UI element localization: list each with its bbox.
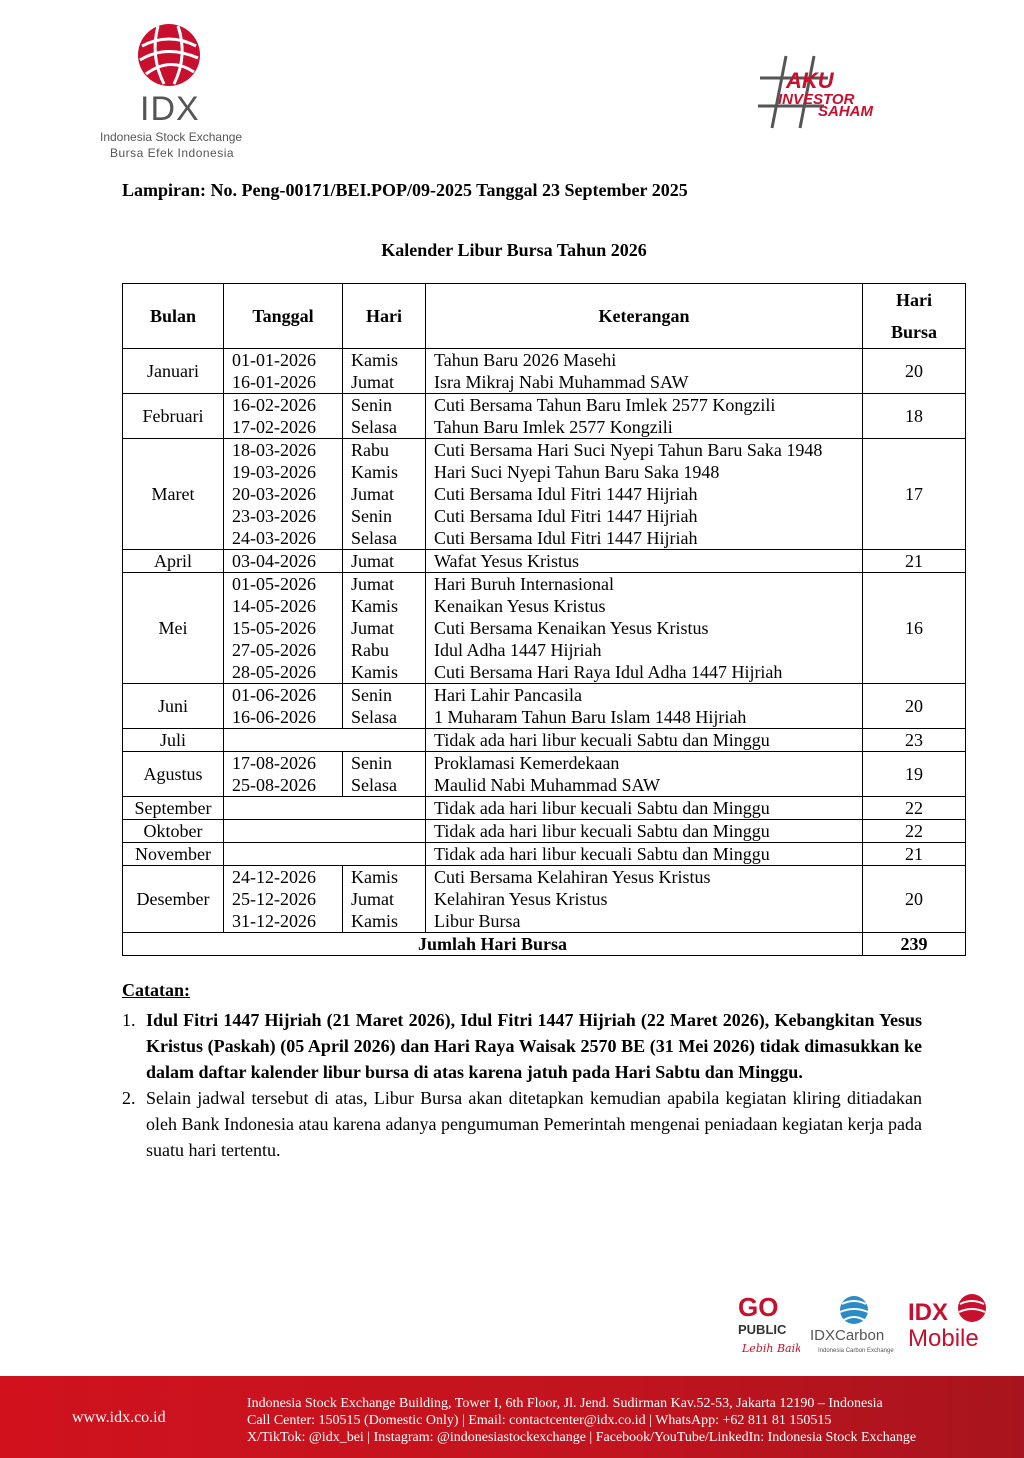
cell-hari-bursa: 22 — [863, 797, 966, 820]
cell-keterangan — [426, 752, 863, 797]
table-row — [123, 439, 966, 550]
cell-keterangan-line: Cuti Bersama Idul Fitri 1447 Hijriah — [434, 528, 698, 548]
cell-keterangan-line: Tahun Baru Imlek 2577 Kongzili — [434, 417, 673, 437]
cell-hari — [343, 752, 426, 797]
cell-keterangan-line: 1 Muharam Tahun Baru Islam 1448 Hijriah — [434, 707, 747, 727]
cell-hari-line: Jumat — [351, 889, 394, 909]
cell-bulan: Desember — [123, 866, 224, 933]
cell-hari-line: Kamis — [351, 462, 398, 482]
cell-hari — [343, 866, 426, 933]
cell-tanggal-line: 16-01-2026 — [232, 372, 316, 392]
public-word: PUBLIC — [738, 1322, 787, 1337]
cell-keterangan — [426, 573, 863, 684]
cell-keterangan-line: Cuti Bersama Kenaikan Yesus Kristus — [434, 618, 709, 638]
cell-tanggal-line: 16-02-2026 — [232, 395, 316, 415]
header-hari-bursa-line2: Bursa — [890, 322, 937, 342]
cell-tanggal — [224, 866, 343, 933]
header-hari-bursa — [863, 284, 966, 349]
note-item — [122, 1007, 922, 1085]
cell-tanggal-line: 15-05-2026 — [232, 618, 316, 638]
cell-bulan: Juni — [123, 684, 224, 729]
note-number: 1. — [122, 1010, 136, 1030]
cell-keterangan-line: Isra Mikraj Nabi Muhammad SAW — [434, 372, 689, 392]
cell-hari-bursa: 21 — [863, 550, 966, 573]
table-body — [123, 349, 966, 933]
cell-tanggal-line: 24-12-2026 — [232, 867, 316, 887]
header-hari-bursa-line1: Hari — [896, 290, 932, 310]
header-keterangan: Keterangan — [426, 284, 863, 349]
cell-hari-line: Kamis — [351, 350, 398, 370]
cell-tanggal-line: 31-12-2026 — [232, 911, 316, 931]
cell-tanggal-line: 17-02-2026 — [232, 417, 316, 437]
cell-tanggal-line: 17-08-2026 — [232, 753, 316, 773]
idx-logo-subtitle-id: Bursa Efek Indonesia — [110, 146, 235, 160]
idx-mobile-idx: IDX — [908, 1299, 949, 1326]
header-hari: Hari — [343, 284, 426, 349]
cell-hari-bursa: 20 — [863, 684, 966, 729]
cell-tanggal-line: 03-04-2026 — [232, 551, 316, 571]
cell-hari-bursa: 20 — [863, 349, 966, 394]
footer-bar — [0, 1376, 1024, 1458]
aku-word: AKU — [786, 68, 834, 93]
cell-tanggal-line: 19-03-2026 — [232, 462, 316, 482]
cell-keterangan-line: Tidak ada hari libur kecuali Sabtu dan Minggu — [434, 798, 770, 818]
cell-tanggal-line: 27-05-2026 — [232, 640, 316, 660]
cell-keterangan-line: Cuti Bersama Hari Raya Idul Adha 1447 Hijriah — [434, 662, 783, 682]
idx-carbon-icon — [808, 1294, 900, 1356]
total-value: 239 — [863, 933, 966, 956]
cell-hari-line: Jumat — [351, 372, 394, 392]
cell-empty — [224, 820, 426, 843]
cell-bulan: Agustus — [123, 752, 224, 797]
cell-hari — [343, 349, 426, 394]
notes-section — [122, 980, 922, 1163]
cell-keterangan — [426, 550, 863, 573]
cell-tanggal — [224, 439, 343, 550]
cell-keterangan — [426, 729, 863, 752]
cell-hari-line: Rabu — [351, 640, 389, 660]
cell-hari-line: Selasa — [351, 775, 397, 795]
cell-bulan: Februari — [123, 394, 224, 439]
cell-bulan: Juli — [123, 729, 224, 752]
cell-keterangan-line: Libur Bursa — [434, 911, 521, 931]
cell-keterangan-line: Hari Lahir Pancasila — [434, 685, 582, 705]
cell-keterangan — [426, 684, 863, 729]
cell-keterangan-line: Cuti Bersama Hari Suci Nyepi Tahun Baru Saka 1948 — [434, 440, 823, 460]
cell-keterangan-line: Tidak ada hari libur kecuali Sabtu dan Minggu — [434, 730, 770, 750]
cell-hari-bursa: 16 — [863, 573, 966, 684]
go-public-icon — [736, 1290, 800, 1360]
cell-keterangan-line: Hari Buruh Internasional — [434, 574, 614, 594]
cell-bulan: September — [123, 797, 224, 820]
aku-investor-saham-logo — [756, 52, 886, 132]
cell-keterangan — [426, 394, 863, 439]
cell-tanggal-line: 24-03-2026 — [232, 528, 316, 548]
cell-hari-line: Kamis — [351, 596, 398, 616]
idx-mobile-icon — [906, 1290, 996, 1354]
idx-globe-icon — [136, 22, 202, 88]
footer-website-link[interactable]: www.idx.co.id — [72, 1409, 166, 1426]
cell-tanggal-line: 23-03-2026 — [232, 506, 316, 526]
cell-hari-line: Kamis — [351, 867, 398, 887]
cell-keterangan-line: Kelahiran Yesus Kristus — [434, 889, 608, 909]
cell-hari-line: Senin — [351, 753, 393, 773]
note-text: Selain jadwal tersebut di atas, Libur Bursa akan ditetapkan kemudian apabila kegiatan kliring ditiadakan oleh Bank Indonesia atau karena adanya pengumuman Pemerintah mengenai peniadaan kegiatan kerja pada suatu hari tertentu. — [146, 1088, 922, 1160]
cell-tanggal-line: 14-05-2026 — [232, 596, 316, 616]
cell-keterangan-line: Tahun Baru 2026 Masehi — [434, 350, 617, 370]
cell-keterangan-line: Cuti Bersama Idul Fitri 1447 Hijriah — [434, 484, 698, 504]
notes-title: Catatan: — [122, 980, 190, 1000]
cell-hari — [343, 550, 426, 573]
cell-hari-bursa: 22 — [863, 820, 966, 843]
cell-hari — [343, 439, 426, 550]
idx-mobile-logo — [906, 1290, 996, 1354]
cell-tanggal-line: 01-01-2026 — [232, 350, 316, 370]
cell-hari-line: Jumat — [351, 618, 394, 638]
cell-hari-bursa: 21 — [863, 843, 966, 866]
cell-hari-bursa: 23 — [863, 729, 966, 752]
idx-carbon-sub: Indonesia Carbon Exchange — [818, 1348, 894, 1354]
cell-bulan: Maret — [123, 439, 224, 550]
table-row — [123, 394, 966, 439]
footer-social: X/TikTok: @idx_bei | Instagram: @indonesiastockexchange | Facebook/YouTube/LinkedIn: Indonesia Stock Exchange — [247, 1430, 917, 1445]
idx-carbon-logo — [808, 1294, 900, 1356]
go-public-tagline: Lebih Baik! — [742, 1342, 800, 1355]
saham-word: SAHAM — [818, 103, 873, 120]
cell-hari — [343, 684, 426, 729]
cell-tanggal-line: 01-06-2026 — [232, 685, 316, 705]
footer-contact-block — [247, 1395, 916, 1446]
cell-tanggal-line: 16-06-2026 — [232, 707, 316, 727]
go-word: GO — [738, 1292, 779, 1322]
cell-tanggal-line: 25-08-2026 — [232, 775, 316, 795]
cell-tanggal — [224, 684, 343, 729]
cell-hari-line: Selasa — [351, 528, 397, 548]
cell-keterangan-line: Cuti Bersama Tahun Baru Imlek 2577 Kongzili — [434, 395, 776, 415]
cell-hari-line: Jumat — [351, 551, 394, 571]
idx-mobile-word: Mobile — [908, 1325, 979, 1352]
cell-bulan: Mei — [123, 573, 224, 684]
cell-hari-line: Selasa — [351, 417, 397, 437]
document-reference: Lampiran: No. Peng-00171/BEI.POP/09-2025 Tanggal 23 September 2025 — [122, 180, 688, 200]
table-row — [123, 349, 966, 394]
cell-hari — [343, 394, 426, 439]
cell-hari-line: Selasa — [351, 707, 397, 727]
cell-keterangan-line: Kenaikan Yesus Kristus — [434, 596, 606, 616]
note-item — [122, 1085, 922, 1163]
cell-keterangan-line: Tidak ada hari libur kecuali Sabtu dan Minggu — [434, 844, 770, 864]
cell-hari-line: Kamis — [351, 662, 398, 682]
cell-tanggal — [224, 573, 343, 684]
cell-hari-line: Senin — [351, 685, 393, 705]
cell-bulan: Oktober — [123, 820, 224, 843]
cell-tanggal — [224, 550, 343, 573]
cell-keterangan-line: Maulid Nabi Muhammad SAW — [434, 775, 661, 795]
cell-tanggal — [224, 394, 343, 439]
table-row — [123, 729, 966, 752]
cell-tanggal-line: 18-03-2026 — [232, 440, 316, 460]
cell-hari-line: Rabu — [351, 440, 389, 460]
table-row — [123, 573, 966, 684]
note-text: Idul Fitri 1447 Hijriah (21 Maret 2026), Idul Fitri 1447 Hijriah (22 Maret 2026), Kebangkitan Yesus Kristus (Paskah) (05 April 2026) dan Hari Raya Waisak 2570 BE (31 Mei 2026) tidak dimasukkan ke dalam daftar kalender libur bursa di atas karena jatuh pada Hari Sabtu dan Minggu. — [146, 1010, 922, 1082]
cell-keterangan — [426, 820, 863, 843]
footer-address: Indonesia Stock Exchange Building, Tower I, 6th Floor, Jl. Jend. Sudirman Kav.52-53, Jakarta 12190 – Indonesia — [247, 1396, 883, 1411]
cell-hari-line: Senin — [351, 506, 393, 526]
cell-keterangan-line: Idul Adha 1447 Hijriah — [434, 640, 602, 660]
cell-tanggal-line: 20-03-2026 — [232, 484, 316, 504]
cell-tanggal-line: 01-05-2026 — [232, 574, 316, 594]
cell-hari — [343, 573, 426, 684]
cell-keterangan-line: Cuti Bersama Idul Fitri 1447 Hijriah — [434, 506, 698, 526]
note-number: 2. — [122, 1088, 136, 1108]
table-row — [123, 752, 966, 797]
cell-tanggal-line: 28-05-2026 — [232, 662, 316, 682]
cell-empty — [224, 729, 426, 752]
total-label: Jumlah Hari Bursa — [123, 933, 863, 956]
cell-hari-line: Jumat — [351, 484, 394, 504]
cell-hari-line: Jumat — [351, 574, 394, 594]
cell-hari-line: Senin — [351, 395, 393, 415]
cell-keterangan — [426, 797, 863, 820]
cell-keterangan-line: Cuti Bersama Kelahiran Yesus Kristus — [434, 867, 711, 887]
idx-logo — [96, 20, 246, 160]
cell-keterangan — [426, 866, 863, 933]
go-public-logo — [736, 1290, 800, 1360]
table-row — [123, 843, 966, 866]
cell-keterangan-line: Wafat Yesus Kristus — [434, 551, 580, 571]
cell-tanggal — [224, 349, 343, 394]
cell-hari-bursa: 18 — [863, 394, 966, 439]
cell-tanggal-line: 25-12-2026 — [232, 889, 316, 909]
cell-keterangan-line: Hari Suci Nyepi Tahun Baru Saka 1948 — [434, 462, 720, 482]
hashtag-icon — [756, 52, 886, 132]
cell-tanggal — [224, 752, 343, 797]
total-row — [123, 933, 966, 956]
idx-logo-subtitle-en: Indonesia Stock Exchange — [100, 130, 243, 144]
cell-keterangan — [426, 349, 863, 394]
cell-bulan: Januari — [123, 349, 224, 394]
table-row — [123, 684, 966, 729]
cell-keterangan-line: Tidak ada hari libur kecuali Sabtu dan Minggu — [434, 821, 770, 841]
holiday-calendar-table — [122, 283, 966, 956]
cell-keterangan — [426, 439, 863, 550]
cell-hari-bursa: 17 — [863, 439, 966, 550]
cell-empty — [224, 843, 426, 866]
cell-empty — [224, 797, 426, 820]
cell-keterangan — [426, 843, 863, 866]
footer-contact: Call Center: 150515 (Domestic Only) | Email: contactcenter@idx.co.id | WhatsApp: +62 811 81 150515 — [247, 1413, 832, 1428]
idx-carbon-name: IDXCarbon — [810, 1327, 885, 1344]
table-row — [123, 550, 966, 573]
cell-hari-bursa: 20 — [863, 866, 966, 933]
cell-keterangan-line: Proklamasi Kemerdekaan — [434, 753, 620, 773]
cell-hari-line: Kamis — [351, 911, 398, 931]
cell-bulan: April — [123, 550, 224, 573]
table-row — [123, 797, 966, 820]
header-tanggal: Tanggal — [224, 284, 343, 349]
cell-hari-bursa: 19 — [863, 752, 966, 797]
idx-logo-word: IDX — [140, 90, 200, 128]
cell-bulan: November — [123, 843, 224, 866]
table-row — [123, 820, 966, 843]
table-header-row — [123, 284, 966, 349]
investor-word: INVESTOR — [778, 91, 855, 108]
table-row — [123, 866, 966, 933]
document-title: Kalender Libur Bursa Tahun 2026 — [381, 240, 647, 260]
header-bulan: Bulan — [123, 284, 224, 349]
